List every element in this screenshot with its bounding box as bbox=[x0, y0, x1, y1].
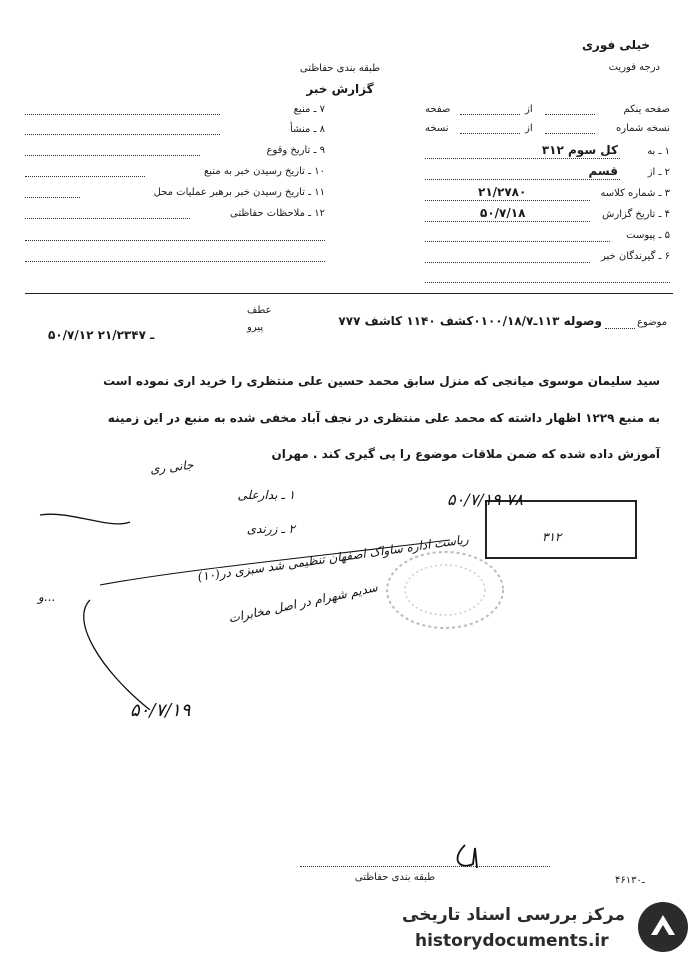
dotted-line bbox=[425, 221, 590, 222]
date-value: ۵۰/۷/۱۸ bbox=[480, 206, 526, 220]
footer-classification: طبقه بندی حفاظتی bbox=[354, 872, 436, 883]
dotted-line bbox=[605, 328, 635, 329]
subject-label: موضوع bbox=[637, 317, 668, 328]
dotted-line bbox=[25, 240, 325, 241]
dotted-line bbox=[545, 133, 595, 134]
from-label: از bbox=[525, 123, 533, 134]
dotted-line bbox=[25, 176, 145, 177]
stamp-text-2: ۳۱۲ bbox=[542, 530, 562, 544]
watermark-title: مرکز بررسی اسناد تاریخی bbox=[402, 905, 625, 925]
urgency-label: درجه فوریت bbox=[608, 62, 660, 73]
copy-label: نسخه شماره bbox=[616, 123, 670, 134]
dotted-line bbox=[300, 866, 550, 867]
form-code: ۴۶ـ۱۳۰ bbox=[615, 875, 645, 886]
handwritten-note-3: ریاست اداره ساواک اصفهان تنظیمی شد سبزی در(۱۰) bbox=[196, 532, 470, 585]
field-event-date: ۹ ـ تاریخ وقوع bbox=[266, 145, 325, 156]
dotted-line bbox=[25, 197, 80, 198]
field-date-to-source: ۱۰ ـ تاریخ رسیدن خبر به منبع bbox=[203, 166, 325, 177]
dotted-line bbox=[425, 262, 590, 263]
watermark-url: historydocuments.ir bbox=[415, 931, 609, 951]
from-label: از bbox=[525, 104, 533, 115]
dotted-line bbox=[425, 158, 620, 159]
archive-logo-icon bbox=[635, 899, 691, 955]
dotted-line bbox=[425, 282, 670, 283]
separator-line bbox=[25, 293, 673, 294]
handwritten-note-1: ۱ ـ بدارعلی bbox=[237, 488, 295, 502]
dotted-line bbox=[25, 218, 190, 219]
handwritten-note-2: ۲ ـ زرندی bbox=[246, 522, 295, 536]
to-value: کل سوم ۳۱۲ bbox=[541, 143, 618, 157]
field-source: ۷ ـ منبع bbox=[293, 104, 325, 115]
dotted-line bbox=[545, 114, 595, 115]
dotted-line bbox=[425, 200, 590, 201]
handwritten-signature: جانی ری bbox=[149, 457, 195, 477]
date-label: ۴ ـ تاریخ گزارش bbox=[602, 209, 670, 220]
dotted-line bbox=[25, 155, 200, 156]
page-word: صفحه bbox=[425, 104, 451, 115]
dotted-line bbox=[425, 179, 620, 180]
subject-value: وصوله ۱۱۳ـ۰۱۰۰/۱۸/۷کشف ۱۱۴۰ کاشف ۷۷۷ bbox=[338, 314, 602, 328]
attach-label: ۵ ـ پیوست bbox=[626, 230, 670, 241]
from-label: ۲ ـ از bbox=[647, 167, 670, 178]
follow-label: عطف bbox=[247, 305, 272, 316]
recipients-label: ۶ ـ گیرندگان خبر bbox=[600, 251, 670, 262]
ref-label: ۳ ـ شماره کلاسه bbox=[600, 188, 670, 199]
field-origin: ۸ ـ منشأ bbox=[289, 124, 325, 135]
dotted-line bbox=[425, 241, 610, 242]
footer-signature bbox=[445, 840, 495, 875]
body-line-3: آموزش داده شده که ضمن ملاقات موضوع را پی گیری کند . مهران bbox=[271, 447, 660, 461]
dotted-line bbox=[25, 134, 220, 135]
to-label: ۱ ـ به bbox=[647, 146, 670, 157]
follow-value: ۵۰/۷/۱۲ ـ ۲۱/۲۳۴۷ bbox=[48, 328, 155, 342]
body-line-1: سید سلیمان موسوی میانجی که منزل سابق محمد حسین علی منتظری را خرید اری نموده است bbox=[103, 374, 660, 388]
dotted-line bbox=[25, 261, 325, 262]
from-value: قسم bbox=[588, 164, 618, 178]
report-title: گزارش خبر bbox=[306, 82, 374, 96]
dotted-line bbox=[25, 114, 220, 115]
stamp-text-1: ۵۰/۷/۱۹ ۷۸ bbox=[447, 490, 524, 509]
dotted-line bbox=[460, 133, 520, 134]
copy-word: نسخه bbox=[425, 123, 449, 134]
page-label: صفحه ینکم bbox=[623, 104, 670, 115]
body-line-2: به منبع ۱۲۲۹ اظهار داشته که محمد علی منتظری در نجف آباد مخفی شده به منبع در این زمینه bbox=[107, 411, 660, 425]
urgency-value: خیلی فوری bbox=[581, 38, 650, 52]
field-date-to-leader: ۱۱ ـ تاریخ رسیدن خبر برهبر عملیات محل bbox=[153, 187, 325, 198]
faint-seal bbox=[380, 545, 510, 635]
follow-label-2: پیرو bbox=[247, 322, 264, 333]
handwritten-note-4: و... bbox=[38, 590, 56, 604]
dotted-line bbox=[460, 114, 520, 115]
classification-label: طبقه بندی حفاظتی bbox=[299, 63, 381, 74]
watermark bbox=[402, 895, 695, 960]
handwritten-note-5: سدیم شهرام در اصل مخابرات bbox=[227, 580, 379, 626]
ref-value: ۲۱/۲۷۸۰ bbox=[478, 185, 527, 199]
handwritten-number: ۵۰/۷/۱۹ bbox=[130, 700, 191, 721]
field-security-notes: ۱۲ ـ ملاحظات حفاظتی bbox=[230, 208, 325, 219]
